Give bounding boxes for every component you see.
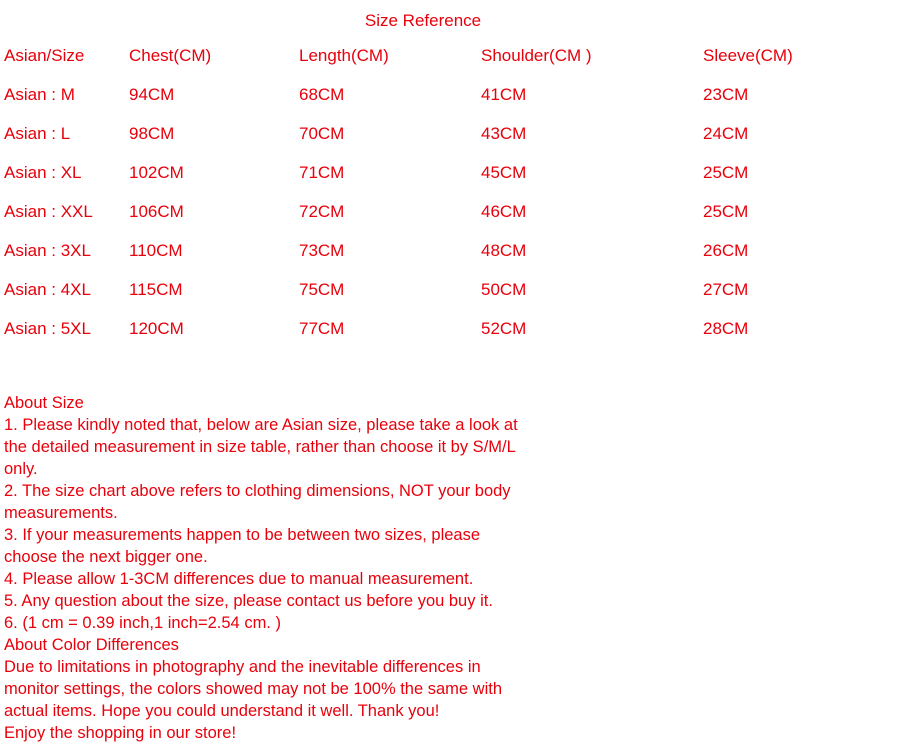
- table-cell: 46CM: [481, 202, 527, 221]
- table-cell: 52CM: [481, 319, 527, 338]
- table-cell: 98CM: [129, 124, 175, 143]
- page-title: Size Reference: [364, 11, 482, 30]
- table-cell: Asian : L: [4, 124, 71, 143]
- table-cell: 28CM: [703, 319, 749, 338]
- table-cell: 72CM: [299, 202, 345, 221]
- note-line: 6. (1 cm = 0.39 inch,1 inch=2.54 cm. ): [4, 614, 281, 632]
- header-asian-size: Asian/Size: [4, 46, 85, 65]
- table-row: [4, 83, 884, 122]
- table-cell: Asian : 3XL: [4, 241, 91, 260]
- about-color-heading: About Color Differences: [4, 636, 179, 654]
- table-cell: 94CM: [129, 85, 175, 104]
- table-cell: 71CM: [299, 163, 345, 182]
- table-cell: 25CM: [703, 202, 749, 221]
- note-line: 1. Please kindly noted that, below are Asian size, please take a look at: [4, 416, 518, 434]
- header-length: Length(CM): [299, 46, 389, 65]
- table-cell: 115CM: [129, 280, 183, 299]
- table-cell: Asian : 4XL: [4, 280, 91, 299]
- table-cell: 26CM: [703, 241, 749, 260]
- table-cell: 106CM: [129, 202, 184, 221]
- header-sleeve: Sleeve(CM): [703, 46, 793, 65]
- table-cell: Asian : XXL: [4, 202, 93, 221]
- table-cell: 50CM: [481, 280, 527, 299]
- header-chest: Chest(CM): [129, 46, 212, 65]
- table-row: [4, 239, 884, 278]
- note-line: measurements.: [4, 504, 118, 522]
- table-cell: 25CM: [703, 163, 749, 182]
- table-cell: 120CM: [129, 319, 184, 338]
- size-table: [4, 44, 884, 356]
- size-notes: [4, 392, 564, 744]
- table-row: [4, 122, 884, 161]
- color-note-line: Enjoy the shopping in our store!: [4, 724, 237, 742]
- note-line: 2. The size chart above refers to clothing dimensions, NOT your body: [4, 482, 511, 500]
- note-line: only.: [4, 460, 38, 478]
- note-line: 5. Any question about the size, please contact us before you buy it.: [4, 592, 493, 610]
- table-cell: 48CM: [481, 241, 527, 260]
- table-cell: Asian : 5XL: [4, 319, 91, 338]
- table-cell: Asian : XL: [4, 163, 82, 182]
- table-cell: Asian : M: [4, 85, 75, 104]
- table-cell: 75CM: [299, 280, 345, 299]
- table-cell: 70CM: [299, 124, 345, 143]
- table-cell: 68CM: [299, 85, 345, 104]
- color-note-line: monitor settings, the colors showed may not be 100% the same with: [4, 680, 503, 698]
- note-line: 3. If your measurements happen to be between two sizes, please: [4, 526, 481, 544]
- header-shoulder: Shoulder(CM ): [481, 46, 592, 65]
- table-cell: 45CM: [481, 163, 527, 182]
- table-cell: 110CM: [129, 241, 183, 260]
- table-row: [4, 161, 884, 200]
- note-line: 4. Please allow 1-3CM differences due to manual measurement.: [4, 570, 474, 588]
- table-row: [4, 200, 884, 239]
- table-cell: 102CM: [129, 163, 184, 182]
- table-cell: 23CM: [703, 85, 749, 104]
- table-row: [4, 317, 884, 356]
- table-cell: 27CM: [703, 280, 749, 299]
- note-line: choose the next bigger one.: [4, 548, 208, 566]
- table-row: [4, 278, 884, 317]
- color-note-line: Due to limitations in photography and the inevitable differences in: [4, 658, 481, 676]
- table-cell: 73CM: [299, 241, 345, 260]
- table-cell: 24CM: [703, 124, 749, 143]
- table-cell: 77CM: [299, 319, 345, 338]
- note-line: the detailed measurement in size table, rather than choose it by S/M/L: [4, 438, 516, 456]
- about-size-heading: About Size: [4, 394, 84, 412]
- color-note-line: actual items. Hope you could understand it well. Thank you!: [4, 702, 440, 720]
- table-cell: 41CM: [481, 85, 527, 104]
- table-header-row: [4, 44, 884, 83]
- table-cell: 43CM: [481, 124, 527, 143]
